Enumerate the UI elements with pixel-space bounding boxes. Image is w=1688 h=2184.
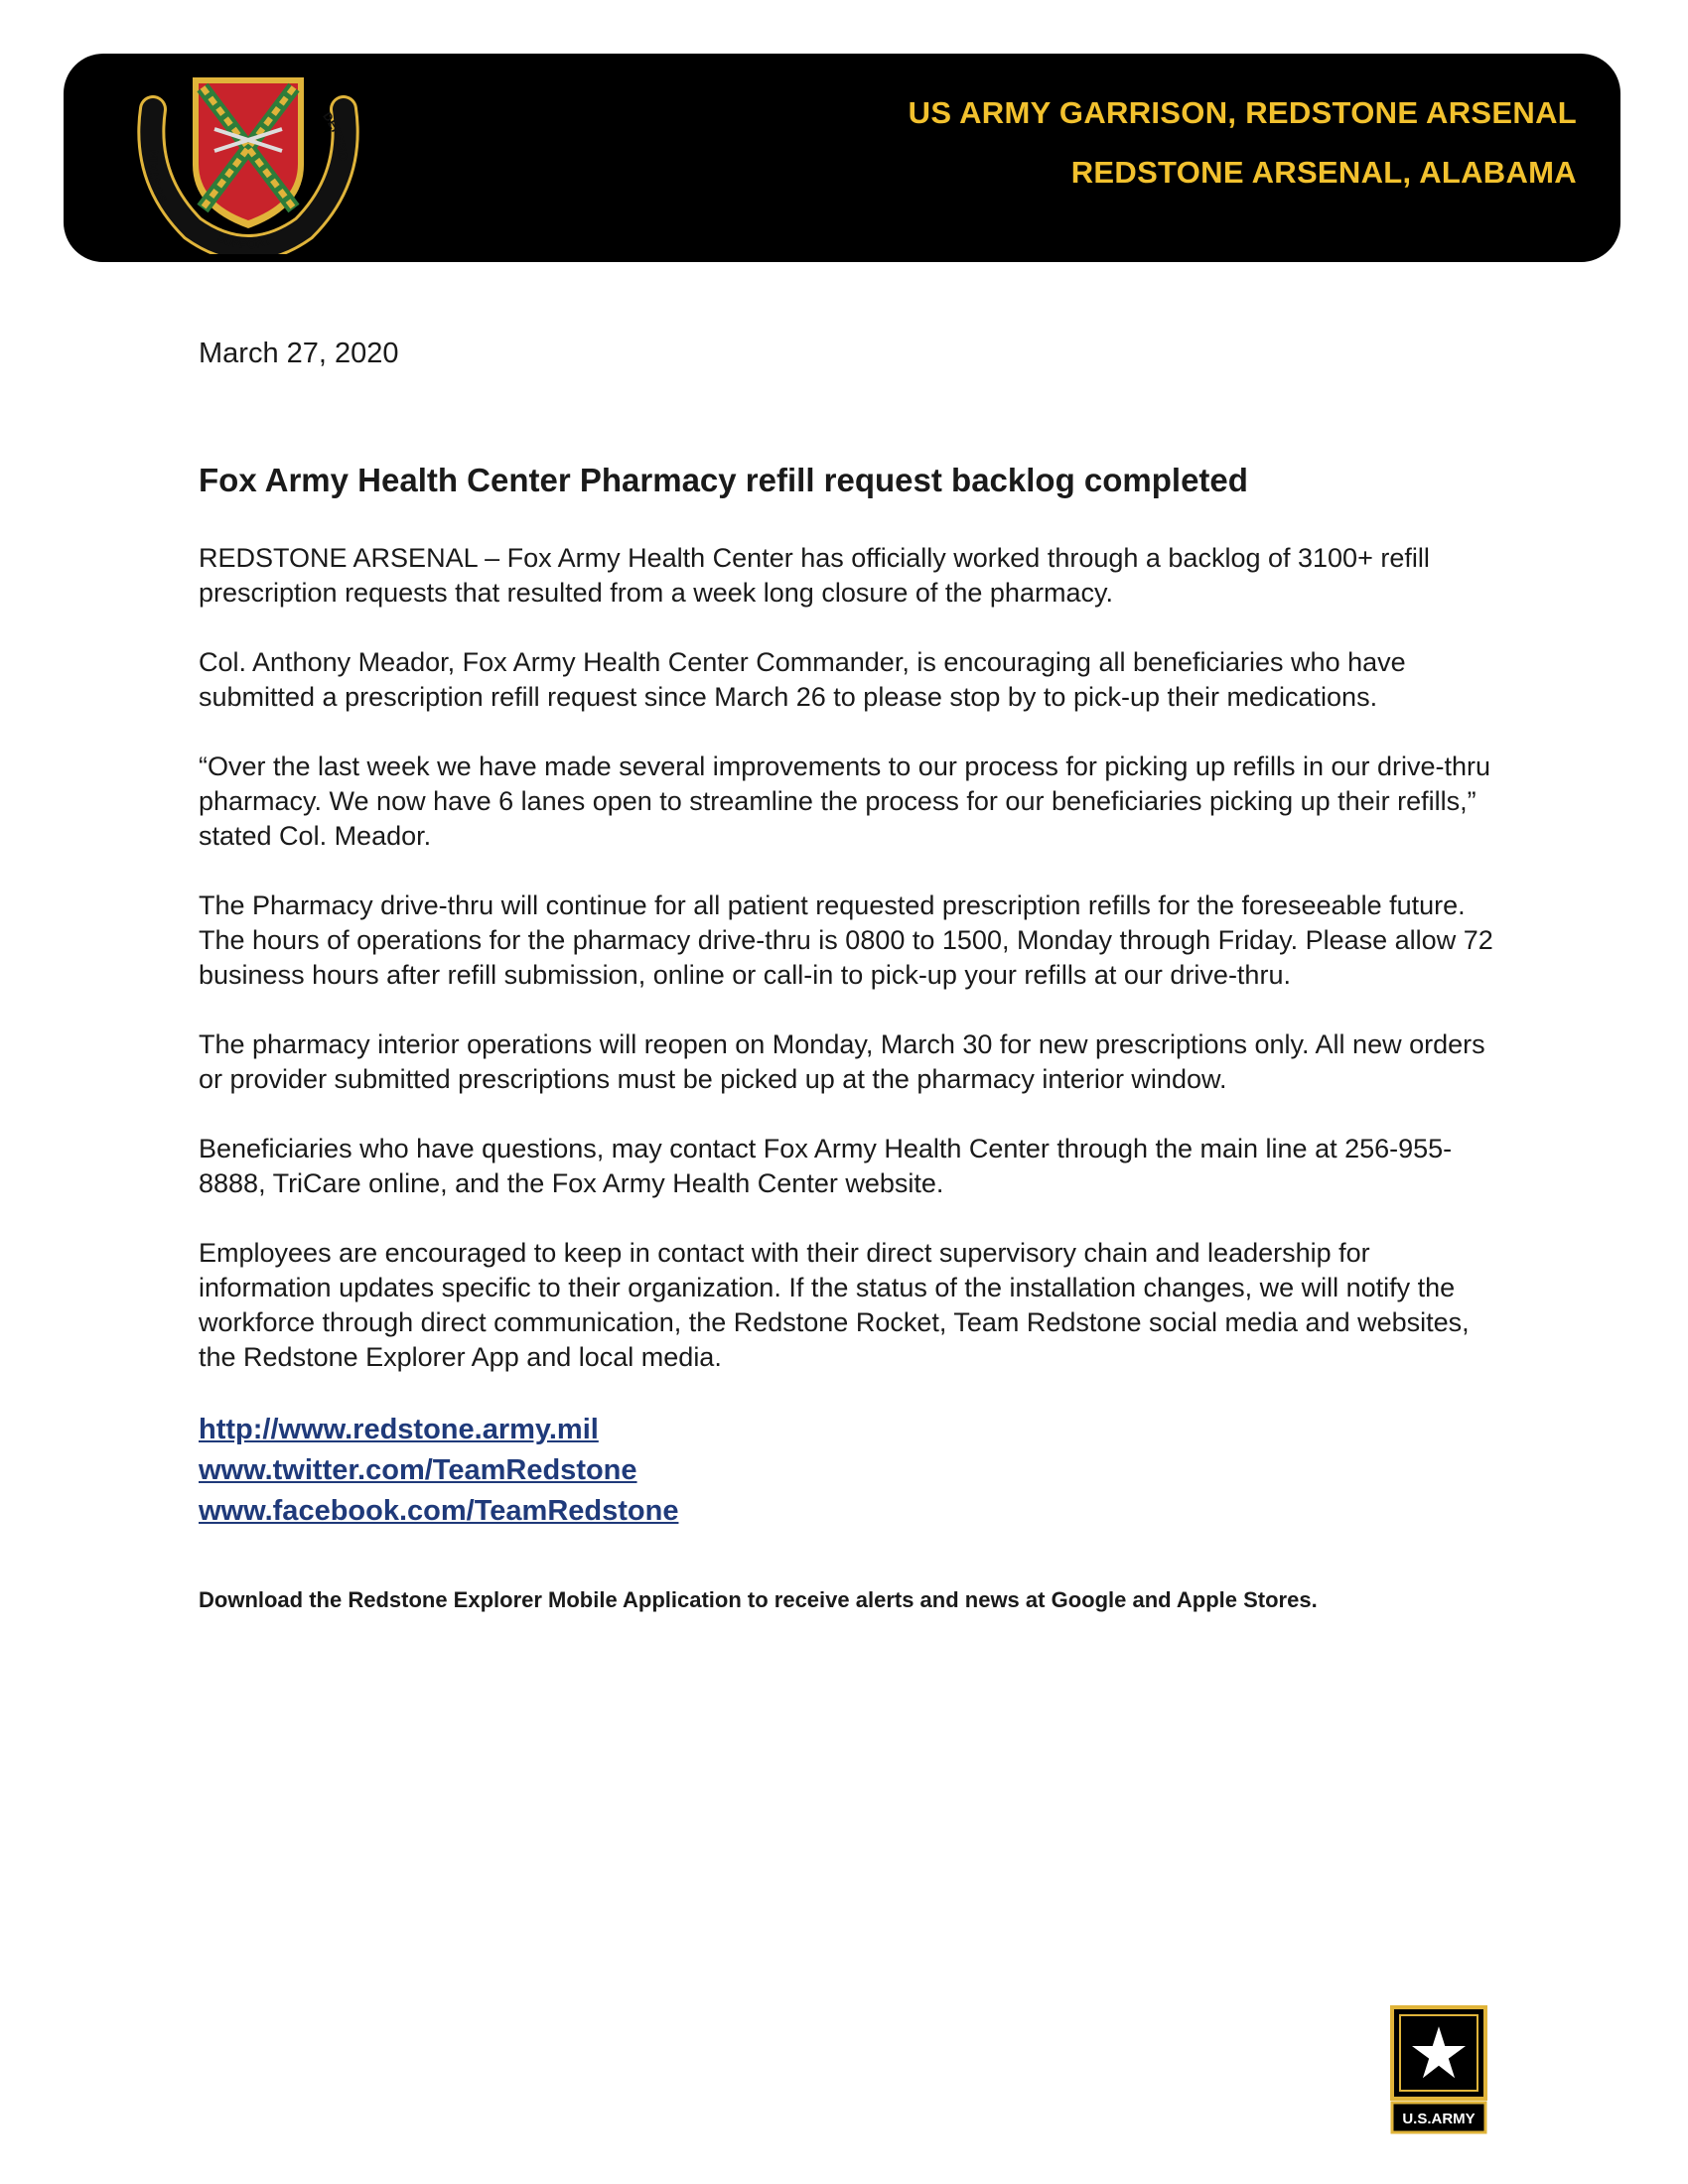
crest-motto-left: SUSTAIN	[146, 149, 171, 205]
headline: Fox Army Health Center Pharmacy refill request backlog completed	[199, 462, 1248, 498]
paragraph: REDSTONE ARSENAL – Fox Army Health Center has officially worked through a backlog of 3100+ refill prescription requests that resulted from a week long closure of the pharmacy.	[199, 543, 1430, 608]
us-army-star-logo-icon	[1390, 2005, 1487, 2134]
paragraph: Beneficiaries who have questions, may contact Fox Army Health Center through the main line at 256-955-8888, TriCare online, and the Fox Army Health Center website.	[199, 1134, 1453, 1198]
letterhead-banner	[64, 54, 1620, 262]
crest-motto-right: DEFEND	[320, 109, 351, 162]
twitter-link[interactable]: www.twitter.com/TeamRedstone	[199, 1454, 637, 1486]
app-download-note: Download the Redstone Explorer Mobile Application to receive alerts and news at Google and Apple Stores.	[199, 1587, 1318, 1612]
release-date: March 27, 2020	[199, 338, 399, 369]
paragraph: “Over the last week we have made several improvements to our process for picking up refills in our drive-thru pharmacy. We now have 6 lanes open to streamline the process for our beneficiaries picking up their refills,” stated Col. Meador.	[199, 751, 1491, 851]
paragraphs	[199, 541, 1509, 1375]
paragraph: Col. Anthony Meador, Fox Army Health Center Commander, is encouraging all beneficiaries who have submitted a prescription refill request since March 26 to please stop by to pick-up their medications.	[199, 647, 1406, 712]
redstone-garrison-crest-icon	[133, 69, 363, 254]
paragraph: Employees are encouraged to keep in contact with their direct supervisory chain and leadership for information updates specific to their organization. If the status of the installation changes, we will notify the workforce through direct communication, the Redstone Rocket, Team Redstone social media and websites, the Redstone Explorer App and local media.	[199, 1238, 1470, 1372]
website-link[interactable]: http://www.redstone.army.mil	[199, 1414, 599, 1445]
facebook-link[interactable]: www.facebook.com/TeamRedstone	[199, 1495, 679, 1527]
crest-motto-bottom: SUPPORT	[214, 230, 274, 252]
paragraph: The pharmacy interior operations will reopen on Monday, March 30 for new prescriptions only. All new orders or provider submitted prescriptions must be picked up at the pharmacy interior window.	[199, 1029, 1485, 1094]
garrison-title: US ARMY GARRISON, REDSTONE ARSENAL	[908, 95, 1577, 130]
location-title: REDSTONE ARSENAL, ALABAMA	[1070, 155, 1577, 190]
us-army-logo-text: U.S.ARMY	[1402, 2111, 1476, 2127]
banner-titles	[909, 83, 1577, 203]
link-list	[199, 1410, 1509, 1532]
press-release-body	[199, 338, 1509, 1613]
paragraph: The Pharmacy drive-thru will continue for all patient requested prescription refills for the foreseeable future. The hours of operations for the pharmacy drive-thru is 0800 to 1500, Monday through Friday. Please allow 72 business hours after refill submission, online or call-in to pick-up your refills at our drive-thru.	[199, 890, 1493, 990]
